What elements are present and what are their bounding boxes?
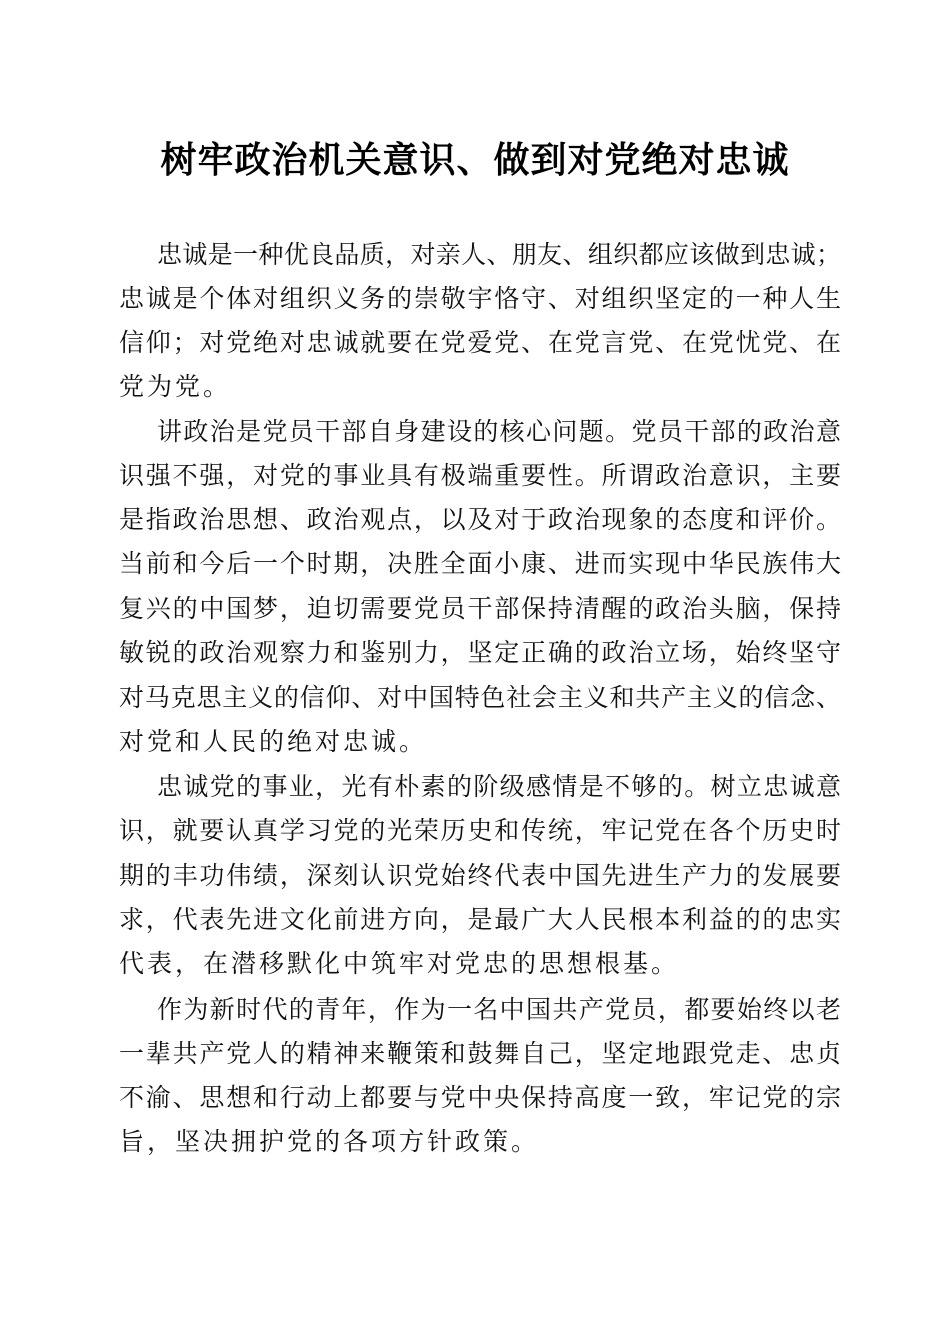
paragraph-1-line-1: 忠诚是一种优良品质，对亲人、朋友、组织都应该做到忠诚； [157, 240, 841, 269]
paragraph-1-line-2: 忠诚是个体对组织义务的崇敬宇恪守、对组织坚定的一种人生 [119, 284, 841, 313]
paragraph-2-line-8: 对党和人民的绝对忠诚。 [119, 727, 428, 756]
paragraph-2-line-4: 当前和今后一个时期，决胜全面小康、进而实现中华民族伟大 [119, 549, 841, 578]
document-title: 树牢政治机关意识、做到对党绝对忠诚 [160, 139, 790, 181]
paragraph-3-line-1: 忠诚党的事业，光有朴素的阶级感情是不够的。树立忠诚意 [157, 772, 841, 801]
paragraph-2-line-5: 复兴的中国梦，迫切需要党员干部保持清醒的政治头脑，保持 [119, 594, 841, 623]
paragraph-4-line-3: 不渝、思想和行动上都要与党中央保持高度一致，牢记党的宗 [119, 1083, 841, 1112]
paragraph-1-line-3: 信仰；对党绝对忠诚就要在党爱党、在党言党、在党忧党、在 [119, 328, 841, 357]
paragraph-4-line-2: 一辈共产党人的精神来鞭策和鼓舞自己，坚定地跟党走、忠贞 [119, 1039, 841, 1068]
paragraph-1-line-4: 党为党。 [119, 372, 232, 401]
paragraph-2-line-7: 对马克思主义的信仰、对中国特色社会主义和共产主义的信念、 [119, 683, 841, 712]
paragraph-3-line-4: 求，代表先进文化前进方向，是最广大人民根本利益的的忠实 [119, 905, 841, 934]
paragraph-2-line-6: 敏锐的政治观察力和鉴别力，坚定正确的政治立场，始终坚守 [119, 638, 841, 667]
paragraph-2-line-1: 讲政治是党员干部自身建设的核心问题。党员干部的政治意 [157, 417, 841, 446]
paragraph-2-line-3: 是指政治思想、政治观点，以及对于政治现象的态度和评价。 [119, 505, 841, 534]
paragraph-3-line-3: 期的丰功伟绩，深刻认识党始终代表中国先进生产力的发展要 [119, 861, 841, 890]
paragraph-3-line-2: 识，就要认真学习党的光荣历史和传统，牢记党在各个历史时 [119, 816, 841, 845]
paragraph-3-line-5: 代表，在潜移默化中筑牢对党忠的思想根基。 [119, 949, 680, 978]
paragraph-4-line-4: 旨，坚决拥护党的各项方针政策。 [119, 1127, 540, 1156]
paragraph-4-line-1: 作为新时代的青年，作为一名中国共产党员，都要始终以老 [157, 995, 841, 1024]
paragraph-2-line-2: 识强不强，对党的事业具有极端重要性。所谓政治意识，主要 [119, 461, 841, 490]
